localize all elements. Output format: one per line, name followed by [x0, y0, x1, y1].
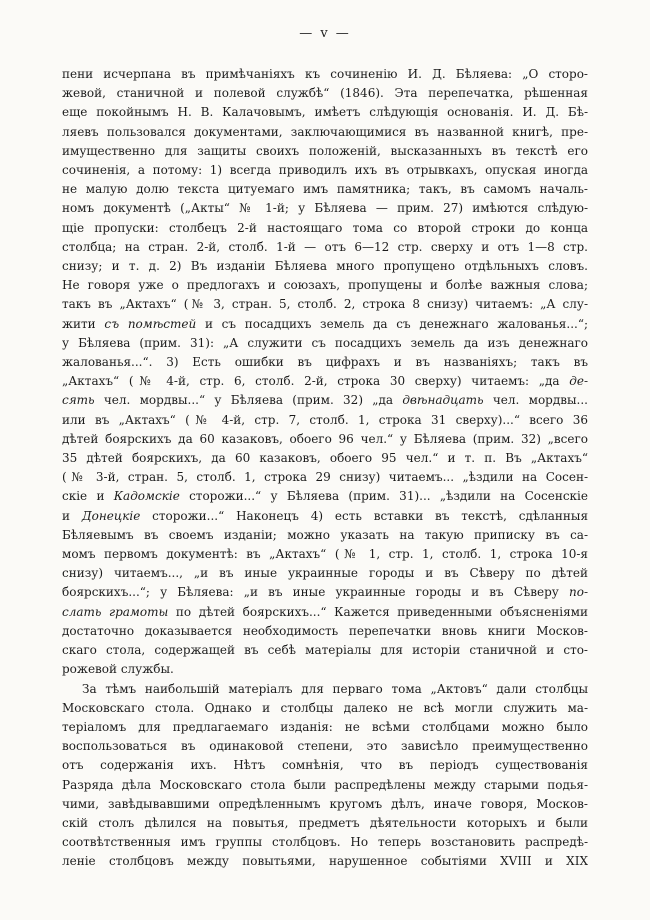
text-run: не малую долю текста цитуемаго имъ памятника; такъ, въ самомъ началь- — [62, 182, 588, 197]
text-run: жалованья...“. 3) Есть ошибки въ цифрахъ и въ названіяхъ; такъ въ — [62, 355, 588, 370]
italic-text-run: Кадомскіе — [113, 489, 180, 504]
italic-text-run: съ помѣстей — [104, 316, 197, 331]
text-run: такъ въ „Актахъ“ (№ 3, стран. 5, столб. 2, строка 8 снизу) читаемъ: „А слу- — [62, 297, 588, 312]
italic-text-run: Донецкіе — [81, 508, 141, 523]
text-run: жевой, станичной и полевой службѣ“ (1846). Эта перепечатка, рѣшенная — [62, 86, 588, 101]
text-run: сочиненія, а потому: 1) всегда приводилъ ихъ въ отрывкахъ, опуская иногда — [62, 163, 588, 178]
text-line — [62, 430, 588, 449]
text-run: чел. мордвы...“ у Бѣляева (прим. 32) „да — [94, 393, 403, 408]
italic-text-run: слать грамоты — [62, 604, 169, 619]
text-line — [62, 603, 588, 622]
text-line — [62, 583, 588, 602]
text-line — [62, 852, 588, 871]
text-run: чел. мордвы... — [483, 393, 588, 408]
text-run: еще покойнымъ Н. В. Калачовымъ, имѣетъ слѣдующія основанія. И. Д. Бѣ- — [62, 105, 588, 120]
text-line — [62, 142, 588, 161]
text-run: рожевой службы. — [62, 662, 174, 677]
text-run: дѣтей боярскихъ да 60 казаковъ, обоего 96 чел.“ у Бѣляева (прим. 32) „всего — [62, 431, 588, 446]
text-run: снизу; и т. д. 2) Въ изданіи Бѣляева много пропущено отдѣльныхъ словъ. — [62, 259, 588, 274]
text-run: отъ содержанія ихъ. Нѣтъ сомнѣнія, что въ періодъ существованія — [62, 758, 588, 773]
text-run: 35 дѣтей боярскихъ, да 60 казаковъ, обоего 95 чел.“ и т. п. Въ „Актахъ“ — [62, 451, 588, 466]
text-line — [62, 660, 588, 679]
text-line — [62, 276, 588, 295]
text-run: скій столъ дѣлился на повытья, предметъ дѣятельности которыхъ и были — [62, 815, 588, 830]
text-line — [62, 545, 588, 564]
text-line — [62, 564, 588, 583]
paragraph — [62, 65, 588, 680]
text-line — [62, 372, 588, 391]
text-line — [62, 411, 588, 430]
text-line — [62, 814, 588, 833]
text-run: сторожи...“ у Бѣляева (прим. 31)... „ѣздили на Сосенскіе — [179, 489, 588, 504]
text-run: скаго стола, содержащей въ себѣ матеріалы для исторіи станичной и сто- — [62, 643, 588, 658]
text-line — [62, 219, 588, 238]
text-body — [62, 65, 588, 872]
text-run: столбца; на стран. 2-й, столб. 1-й — отъ 6—12 стр. сверху и отъ 1—8 стр. — [62, 239, 588, 254]
text-run: пени исчерпана въ примѣчаніяхъ къ сочиненію И. Д. Бѣляева: „О сторо- — [62, 67, 588, 81]
text-line — [62, 334, 588, 353]
text-run: боярскихъ...“; у Бѣляева: „и въ иные украинные городы и въ Сѣверу — [62, 585, 569, 600]
text-line — [62, 776, 588, 795]
text-line — [62, 833, 588, 852]
text-run: снизу) читаемъ..., „и въ иные украинные городы и въ Сѣверу по дѣтей — [62, 566, 588, 581]
text-run: номъ документѣ („Акты“ № 1-й; у Бѣляева — прим. 27) имѣются слѣдую- — [62, 201, 588, 216]
text-run: ляевъ пользовался документами, заключающимися въ названной книгѣ, пре- — [62, 124, 588, 139]
italic-text-run: двѣнадцать — [402, 393, 484, 408]
text-line — [62, 468, 588, 487]
text-line — [62, 238, 588, 257]
text-line — [62, 737, 588, 756]
text-run: жити — [62, 316, 105, 331]
paragraph — [62, 680, 588, 872]
text-line — [62, 449, 588, 468]
text-line — [62, 180, 588, 199]
text-run: по дѣтей боярскихъ...“ Кажется приведенными объясненіями — [168, 604, 588, 619]
text-line — [62, 622, 588, 641]
text-line — [62, 103, 588, 122]
italic-text-run: сять — [62, 393, 95, 408]
text-run: Не говоря уже о предлогахъ и союзахъ, пропущены и болѣе важныя слова; — [62, 278, 588, 293]
italic-text-run: по- — [568, 585, 588, 600]
text-run: „Актахъ“ (№ 4-й, стр. 6, столб. 2-й, строка 30 сверху) читаемъ: „да — [62, 374, 570, 389]
text-run: теріаломъ для предлагаемаго изданія: не всѣми столбцами можно было — [62, 719, 588, 734]
text-line — [62, 161, 588, 180]
text-line — [62, 699, 588, 718]
page-number: — v — — [299, 26, 351, 41]
text-line — [62, 65, 588, 84]
text-run: (№ 3-й, стран. 5, столб. 1, строка 29 снизу) читаемъ... „ѣздили на Сосен- — [62, 470, 588, 485]
text-run: Московскаго стола. Однако и столбцы далеко не всѣ могли служить ма- — [62, 700, 588, 715]
text-run: достаточно доказывается необходимость перепечатки вновь книги Москов- — [62, 623, 588, 638]
text-line — [62, 795, 588, 814]
text-run: Разряда дѣла Московскаго стола были распредѣлены между старыми подья- — [62, 777, 588, 792]
text-line — [62, 718, 588, 737]
text-run: и съ посадцихъ земель да съ денежнаго жалованья...“; — [196, 316, 589, 331]
text-run: или въ „Актахъ“ (№ 4-й, стр. 7, столб. 1, строка 31 сверху)...“ всего 36 — [62, 412, 588, 427]
text-line — [62, 526, 588, 545]
text-run: Бѣляевымъ въ своемъ изданіи; можно указать на такую приписку въ са- — [62, 527, 588, 542]
text-run: сторожи...“ Наконецъ 4) есть вставки въ текстѣ, сдѣланныя — [140, 508, 589, 523]
text-line — [62, 756, 588, 775]
text-line — [62, 257, 588, 276]
text-line — [62, 487, 588, 506]
text-run: чими, завѣдывавшими опредѣленнымъ кругомъ дѣлъ, иначе говоря, Москов- — [62, 796, 588, 811]
text-line — [62, 315, 588, 334]
text-run: и — [62, 508, 82, 523]
text-run: скіе и — [62, 489, 114, 504]
text-line — [62, 641, 588, 660]
text-run: соотвѣтственныя имъ группы столбцовъ. Но теперь возстановить распредѣ- — [62, 835, 588, 850]
text-run: у Бѣляева (прим. 31): „А служити съ посадцихъ земель да изъ денежнаго — [62, 335, 588, 350]
text-run: воспользоваться въ одинаковой степени, это зависѣло преимущественно — [62, 739, 588, 754]
text-line — [62, 84, 588, 103]
text-run: За тѣмъ наибольшій матеріалъ для перваго тома „Актовъ“ дали столбцы — [82, 681, 588, 696]
text-run: щіе пропуски: столбецъ 2-й настоящаго тома со второй строки до конца — [62, 220, 588, 235]
text-run: момъ первомъ документѣ: въ „Актахъ“ (№ 1, стр. 1, столб. 1, строка 10-я — [62, 547, 588, 562]
italic-text-run: де- — [569, 374, 588, 389]
text-line — [62, 295, 588, 314]
text-run: леніе столбцовъ между повытьями, нарушенное событіями XVIII и XIX — [62, 854, 588, 869]
text-line — [62, 680, 588, 699]
text-line — [62, 123, 588, 142]
text-line — [62, 199, 588, 218]
text-line — [62, 391, 588, 410]
text-run: имущественно для защиты своихъ положеній, высказанныхъ въ текстѣ его — [62, 143, 588, 158]
text-line — [62, 507, 588, 526]
text-line — [62, 353, 588, 372]
